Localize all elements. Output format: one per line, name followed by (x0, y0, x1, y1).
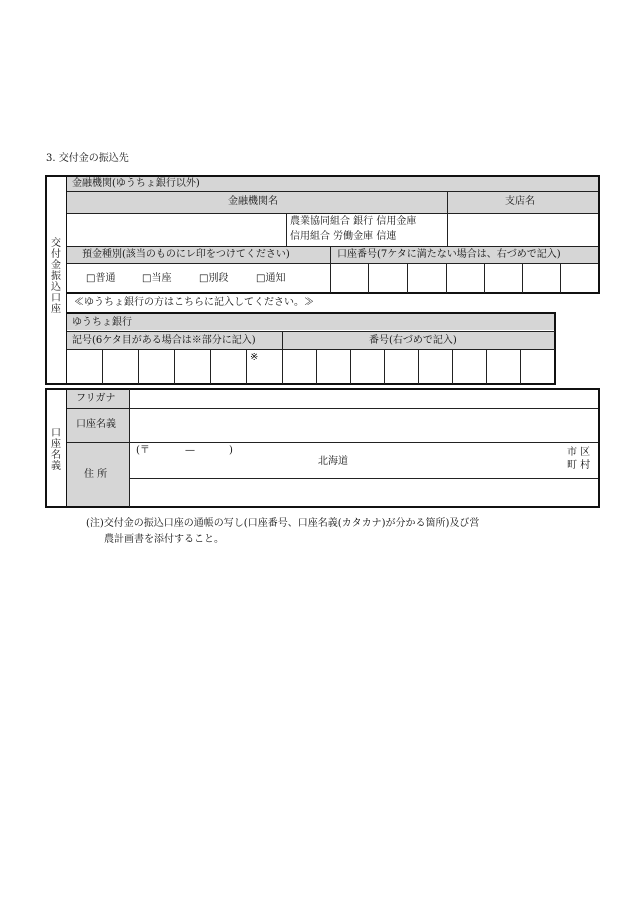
transfer-side-label-text: 交付金振込口座 (51, 238, 61, 315)
prefecture-text: 北海道 (318, 456, 348, 467)
deposit-option-notice[interactable]: □通知 (256, 273, 286, 284)
section-title: 3. 交付金の振込先 (46, 153, 129, 164)
deposit-option-special[interactable]: □別段 (199, 273, 229, 284)
name-label: 口座名義 (76, 419, 116, 430)
account-number-header: 口座番号(7ケタに満たない場合は、右づめで記入) (337, 249, 561, 260)
bank-name-field[interactable] (67, 214, 286, 246)
postal-dash: — (185, 445, 195, 456)
deposit-option-current[interactable]: □当座 (142, 273, 172, 284)
bank-name-header: 金融機関名 (228, 196, 278, 207)
furigana-label: フリガナ (76, 393, 116, 404)
city-line1: 市 区 (567, 447, 591, 458)
symbol-mark: ※ (250, 352, 259, 363)
yucho-note: ≪ゆうちょ銀行の方はこちらに記入してください。≫ (74, 297, 314, 308)
symbol-header: 記号(6ケタ目がある場合は※部分に記入) (72, 335, 256, 346)
postal-close: ) (229, 445, 233, 456)
yucho-header-bg (67, 313, 555, 330)
address-detail-field[interactable] (130, 479, 598, 506)
note-line2: 農計画書を添付すること。 (104, 534, 224, 545)
account-name-field[interactable] (130, 409, 598, 442)
address-label: 住 所 (84, 469, 108, 480)
postal-prefix: (〒 (136, 445, 150, 456)
account-holder-side-label (49, 428, 63, 472)
bank-types-line1: 農業協同組合 銀行 信用金庫 (290, 216, 417, 227)
branch-name-field[interactable] (448, 214, 598, 246)
note-line1: (注)交付金の振込口座の通帳の写し(口座番号、口座名義(カタカナ)が分かる箇所)及び営 (86, 518, 480, 529)
bank-types-line2: 信用組合 労働金庫 信連 (290, 231, 397, 242)
deposit-option-ordinary[interactable]: □普通 (86, 273, 116, 284)
transfer-account-side-label (49, 238, 63, 315)
branch-name-header: 支店名 (505, 196, 535, 207)
deposit-type-header: 預金種別(該当のものにレ印をつけてください) (82, 249, 290, 260)
holder-side-label-text: 口座名義 (51, 428, 61, 472)
yucho-header: ゆうちょ銀行 (72, 317, 132, 328)
furigana-field[interactable] (130, 390, 598, 408)
bank-section-header: 金融機関(ゆうちょ銀行以外) (72, 178, 200, 189)
city-line2: 町 村 (567, 460, 591, 471)
number-header: 番号(右づめで記入) (369, 335, 457, 346)
